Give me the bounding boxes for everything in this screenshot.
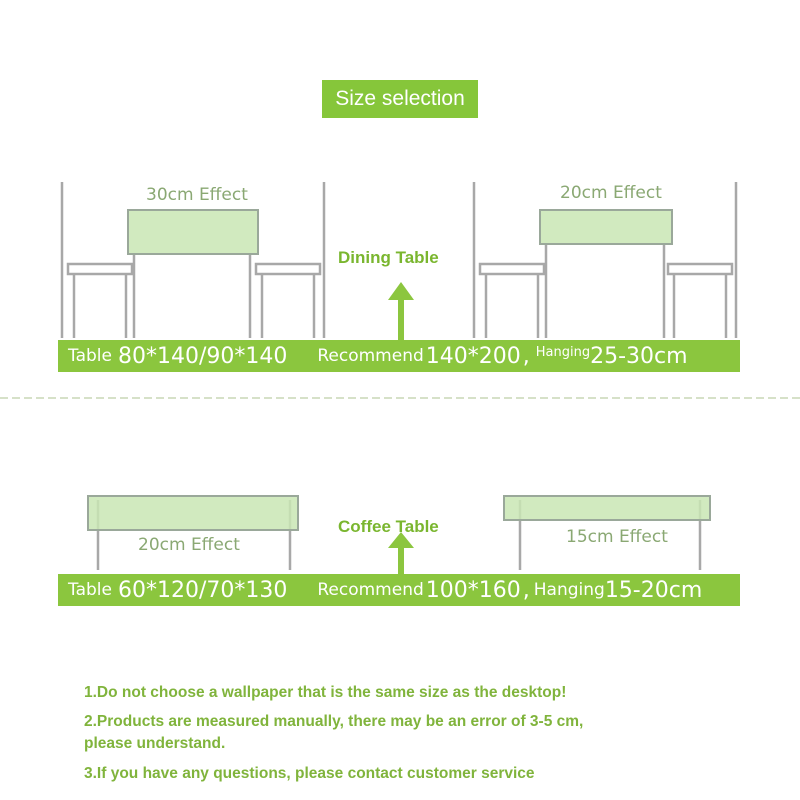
dining-right-effect-label: 20cm Effect — [560, 183, 662, 203]
coffee-recommend-size: 100*160 — [425, 577, 521, 603]
coffee-table-sizes: 60*120/70*130 — [117, 577, 288, 603]
dining-separator: , — [522, 343, 530, 369]
dining-table-heading: Dining Table — [338, 248, 439, 267]
dining-table-label: Table — [68, 346, 112, 366]
dining-hanging-label: Hanging — [535, 344, 591, 360]
coffee-hanging-label: Hanging — [533, 580, 605, 600]
dining-recommend-size: 140*200 — [425, 343, 521, 369]
dining-hanging-range: 25-30cm — [590, 343, 688, 369]
dining-left-effect-label: 30cm Effect — [146, 185, 248, 205]
dining-size-bar — [58, 340, 740, 372]
coffee-hanging-range: 15-20cm — [604, 577, 703, 603]
coffee-table-label: Table — [68, 580, 112, 600]
coffee-separator: , — [522, 577, 530, 603]
coffee-table-heading: Coffee Table — [338, 517, 439, 536]
coffee-size-bar — [58, 574, 740, 606]
size-selection-title: Size selection — [322, 80, 478, 118]
note-1: 1.Do not choose a wallpaper that is the same size as the desktop! — [84, 684, 567, 701]
dining-recommend-label: Recommend — [317, 346, 424, 366]
note-3: 3.If you have any questions, please contact customer service — [84, 765, 535, 782]
dining-table-sizes: 80*140/90*140 — [117, 343, 288, 369]
note-2-continued: please understand. — [84, 735, 226, 752]
coffee-right-effect-label: 15cm Effect — [566, 527, 668, 547]
coffee-recommend-label: Recommend — [317, 580, 424, 600]
note-2: 2.Products are measured manually, there may be an error of 3-5 cm, — [84, 713, 584, 730]
coffee-left-effect-label: 20cm Effect — [138, 535, 240, 555]
